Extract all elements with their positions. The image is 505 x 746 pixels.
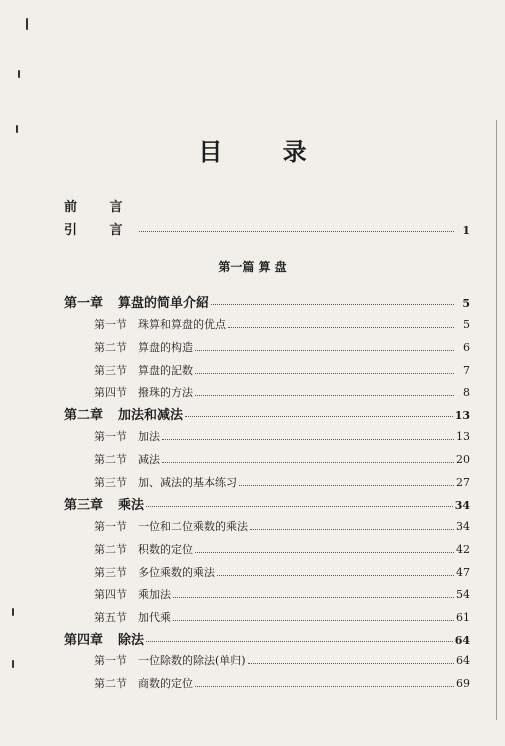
toc-chapter-entry[interactable] [64, 629, 470, 648]
page-number: 5 [462, 297, 470, 310]
toc-section-entry[interactable] [94, 675, 470, 691]
leader-dots [195, 686, 454, 687]
toc-section-entry[interactable] [94, 451, 470, 467]
page-number: 69 [456, 677, 470, 690]
section-number: 第二节 [94, 677, 127, 690]
page-number: 1 [462, 224, 470, 237]
section-title: 乘加法 [138, 588, 171, 601]
section-title: 一位和二位乘数的乘法 [138, 520, 248, 533]
toc-section-entry[interactable] [94, 428, 470, 444]
page-number: 27 [456, 476, 470, 489]
section-number: 第四节 [94, 588, 127, 601]
toc-section-entry[interactable] [94, 316, 470, 332]
entry-label [94, 316, 226, 332]
front-matter-label: 前 言 [64, 200, 137, 215]
page-number: 13 [456, 430, 470, 443]
section-number: 第三节 [94, 364, 127, 377]
toc-section-entry[interactable] [94, 362, 470, 378]
leader-dots [146, 506, 453, 507]
toc-chapter-entry[interactable] [64, 292, 470, 311]
leader-dots [173, 597, 454, 598]
page-number: 47 [456, 566, 470, 579]
page-number: 5 [463, 318, 470, 331]
section-title: 算盘的构造 [138, 341, 193, 354]
entry-label [94, 564, 215, 580]
entry-label [94, 362, 193, 378]
entry-label [94, 586, 171, 602]
leader-dots [217, 575, 454, 576]
chapter-title: 乘法 [118, 498, 145, 513]
entry-label [94, 428, 160, 444]
section-title: 撥珠的方法 [138, 386, 193, 399]
page-number: 61 [456, 611, 470, 624]
page-number: 34 [454, 499, 470, 512]
leader-dots [195, 552, 454, 553]
leader-dots [162, 462, 454, 463]
chapter-number: 第一章 [64, 296, 104, 311]
entry-label [64, 404, 183, 423]
leader-dots [173, 620, 454, 621]
entry-label [94, 474, 237, 490]
section-number: 第一节 [94, 430, 127, 443]
toc-title: 目 录 [198, 137, 333, 166]
page-number: 34 [456, 520, 470, 533]
section-title: 减法 [138, 453, 160, 466]
leader-dots [211, 304, 454, 305]
section-title: 算盘的記数 [138, 364, 193, 377]
leader-dots [248, 663, 454, 664]
chapter-number: 第四章 [64, 633, 104, 648]
toc-section-entry[interactable] [94, 586, 470, 602]
leader-dots [228, 327, 454, 328]
toc-section-entry[interactable] [94, 541, 470, 557]
section-title: 积数的定位 [138, 543, 193, 556]
section-number: 第二节 [94, 341, 127, 354]
part-heading: 第一篇 算 盘 [218, 260, 287, 274]
entry-label [94, 451, 160, 467]
section-number: 第二节 [94, 543, 127, 556]
leader-dots [146, 641, 453, 642]
section-number: 第三节 [94, 566, 127, 579]
entry-label [94, 609, 171, 625]
entry-label [94, 675, 193, 691]
page-number: 8 [463, 386, 470, 399]
leader-dots [195, 373, 454, 374]
section-number: 第一节 [94, 318, 127, 331]
page-number: 7 [463, 364, 470, 377]
entry-label [64, 494, 144, 513]
section-title: 加代乘 [138, 611, 171, 624]
entry-label [64, 629, 144, 648]
chapter-title: 加法和减法 [118, 408, 184, 423]
section-title: 一位除数的除法(单归) [138, 654, 246, 667]
toc-chapter-entry[interactable] [64, 494, 470, 513]
toc-section-entry[interactable] [94, 609, 470, 625]
leader-dots [195, 395, 454, 396]
section-title: 加法 [138, 430, 160, 443]
entry-label [94, 339, 193, 355]
page-number: 64 [454, 634, 470, 647]
leader-dots [250, 529, 454, 530]
section-number: 第五节 [94, 611, 127, 624]
section-number: 第三节 [94, 476, 127, 489]
chapter-number: 第三章 [64, 498, 104, 513]
entry-label [94, 541, 193, 557]
section-title: 珠算和算盘的优点 [138, 318, 226, 331]
page-number: 20 [456, 453, 470, 466]
page-number: 64 [456, 654, 470, 667]
entry-label [94, 652, 246, 668]
section-number: 第二节 [94, 453, 127, 466]
section-title: 商数的定位 [138, 677, 193, 690]
section-title: 多位乘数的乘法 [138, 566, 215, 579]
page-number: 54 [456, 588, 470, 601]
page-number: 13 [454, 409, 470, 422]
entry-label [94, 384, 193, 400]
toc-section-entry[interactable] [94, 384, 470, 400]
section-number: 第一节 [94, 520, 127, 533]
chapter-title: 除法 [118, 633, 145, 648]
toc-section-entry[interactable] [94, 564, 470, 580]
toc-section-entry[interactable] [94, 474, 470, 490]
section-number: 第一节 [94, 654, 127, 667]
leader-dots [195, 350, 454, 351]
toc-section-entry[interactable] [94, 339, 470, 355]
section-title: 加、减法的基本练习 [138, 476, 237, 489]
page-number: 42 [456, 543, 470, 556]
toc-section-entry[interactable] [94, 652, 470, 668]
chapter-number: 第二章 [64, 408, 104, 423]
leader-dots [239, 485, 454, 486]
front-matter-label: 引 言 [64, 223, 137, 238]
leader-dots [185, 416, 453, 417]
entry-label [64, 292, 209, 311]
leader-dots [162, 439, 454, 440]
toc-section-entry[interactable] [94, 518, 470, 534]
entry-label [94, 518, 248, 534]
toc-chapter-entry[interactable] [64, 404, 470, 423]
chapter-title: 算盘的简单介紹 [118, 296, 210, 311]
page-number: 6 [463, 341, 470, 354]
section-number: 第四节 [94, 386, 127, 399]
